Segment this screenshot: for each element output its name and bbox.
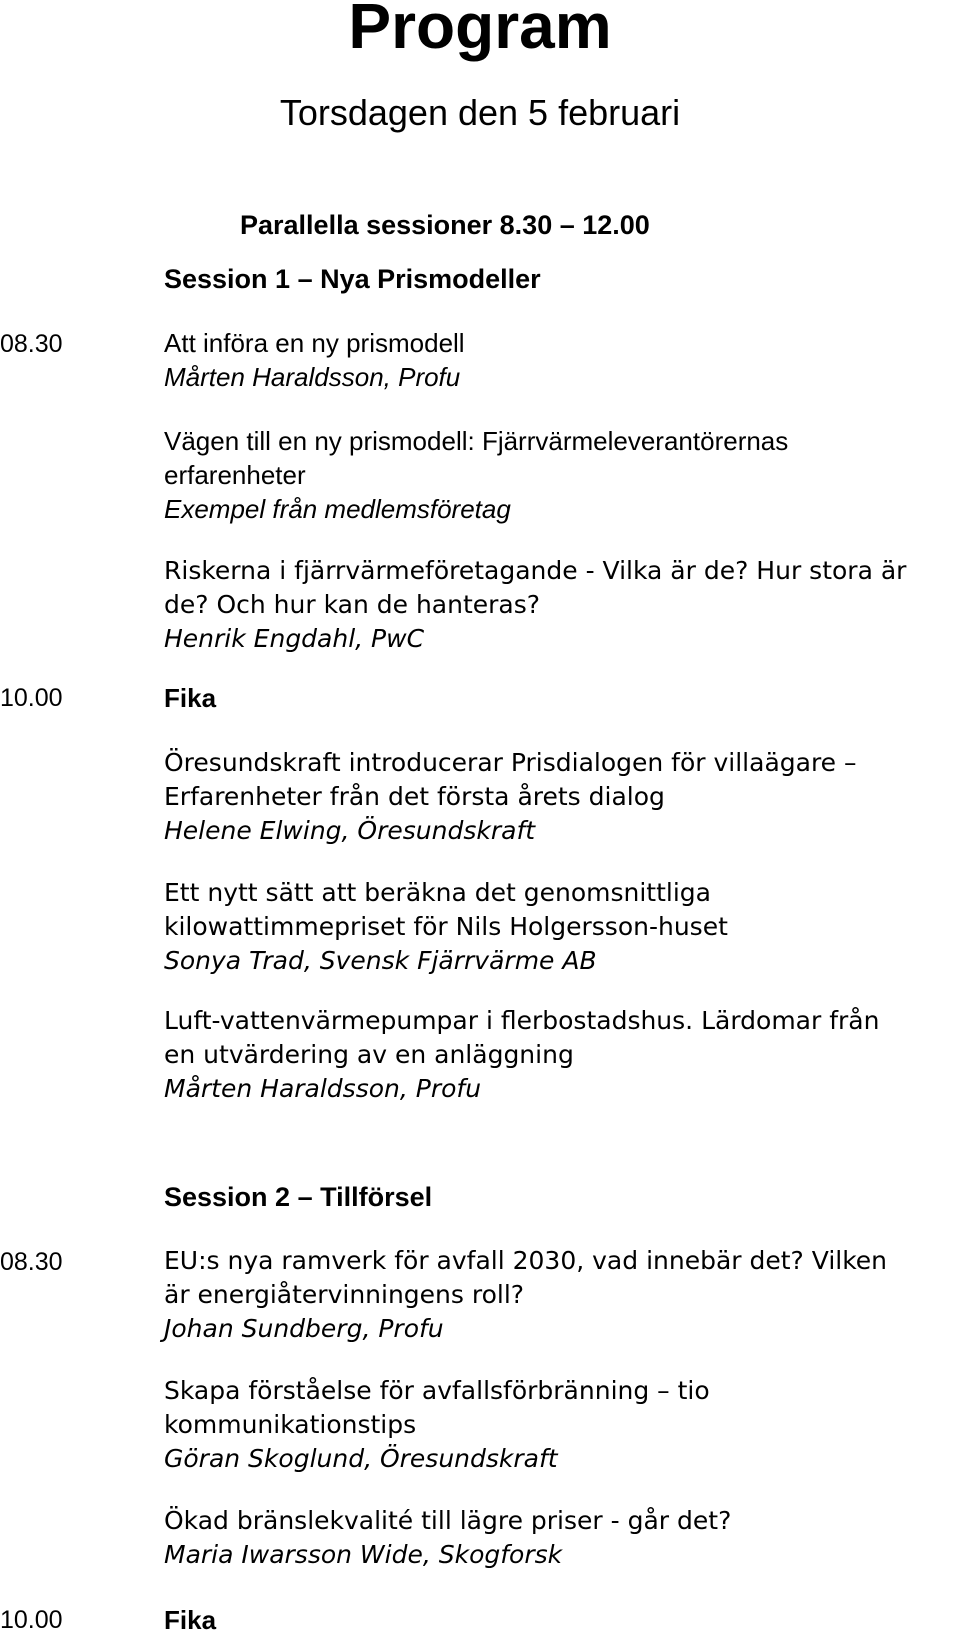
item-speaker: Exempel från medlemsföretag bbox=[164, 494, 511, 524]
item-title: Luft-vattenvärmepumpar i flerbostadshus. Lärdomar från bbox=[164, 1006, 880, 1035]
session1-item-5 bbox=[164, 876, 728, 978]
session1-heading: Session 1 – Nya Prismodeller bbox=[164, 264, 541, 294]
item-title: Ökad bränslekvalité till lägre priser - går det? bbox=[164, 1506, 732, 1535]
item-title: Öresundskraft introducerar Prisdialogen för villaägare – bbox=[164, 748, 857, 777]
session2-item-1 bbox=[164, 1244, 887, 1346]
parallel-sessions-heading: Parallella sessioner 8.30 – 12.00 bbox=[240, 210, 650, 240]
item-title: Vägen till en ny prismodell: Fjärrvärmeleverantörernas bbox=[164, 426, 789, 456]
item-title-line2: kilowattimmepriset för Nils Holgersson-huset bbox=[164, 912, 728, 941]
session2-heading: Session 2 – Tillförsel bbox=[164, 1182, 433, 1212]
item-title-line2: kommunikationstips bbox=[164, 1410, 417, 1439]
item-speaker: Henrik Engdahl, PwC bbox=[164, 624, 425, 653]
item-title: Skapa förståelse för avfallsförbränning – tio bbox=[164, 1376, 710, 1405]
item-speaker: Mårten Haraldsson, Profu bbox=[164, 1074, 482, 1103]
session1-item-1 bbox=[164, 326, 465, 394]
item-title: Riskerna i fjärrvärmeföretagande - Vilka är de? Hur stora är bbox=[164, 556, 907, 585]
session2-start-time: 08.30 bbox=[0, 1248, 63, 1276]
item-speaker: Helene Elwing, Öresundskraft bbox=[164, 816, 536, 845]
item-title-line2: en utvärdering av en anläggning bbox=[164, 1040, 574, 1069]
item-title-line2: Erfarenheter från det första årets dialog bbox=[164, 782, 665, 811]
session2-fika-time: 10.00 bbox=[0, 1606, 63, 1634]
session1-item-2 bbox=[164, 424, 788, 526]
item-title-line2: de? Och hur kan de hanteras? bbox=[164, 590, 541, 619]
item-speaker: Mårten Haraldsson, Profu bbox=[164, 362, 461, 392]
item-speaker: Maria Iwarsson Wide, Skogforsk bbox=[164, 1540, 563, 1569]
session1-item-4 bbox=[164, 746, 857, 848]
item-title: EU:s nya ramverk för avfall 2030, vad innebär det? Vilken bbox=[164, 1246, 888, 1275]
item-speaker: Sonya Trad, Svensk Fjärrvärme AB bbox=[164, 946, 597, 975]
session2-fika-label: Fika bbox=[164, 1605, 217, 1635]
item-title-line2: är energiåtervinningens roll? bbox=[164, 1280, 525, 1309]
item-title: Att införa en ny prismodell bbox=[164, 328, 465, 358]
session2-item-3 bbox=[164, 1504, 731, 1572]
date-subtitle: Torsdagen den 5 februari bbox=[279, 92, 681, 133]
session2-item-2 bbox=[164, 1374, 710, 1476]
item-speaker: Göran Skoglund, Öresundskraft bbox=[164, 1444, 558, 1473]
item-speaker: Johan Sundberg, Profu bbox=[164, 1314, 444, 1343]
session1-fika-label: Fika bbox=[164, 683, 217, 713]
session1-fika-time: 10.00 bbox=[0, 684, 63, 712]
session1-start-time: 08.30 bbox=[0, 330, 63, 358]
session1-item-3 bbox=[164, 554, 906, 656]
item-title-line2: erfarenheter bbox=[164, 460, 306, 490]
session1-item-6 bbox=[164, 1004, 879, 1106]
item-title: Ett nytt sätt att beräkna det genomsnittliga bbox=[164, 878, 711, 907]
page-title: Program bbox=[348, 0, 612, 62]
